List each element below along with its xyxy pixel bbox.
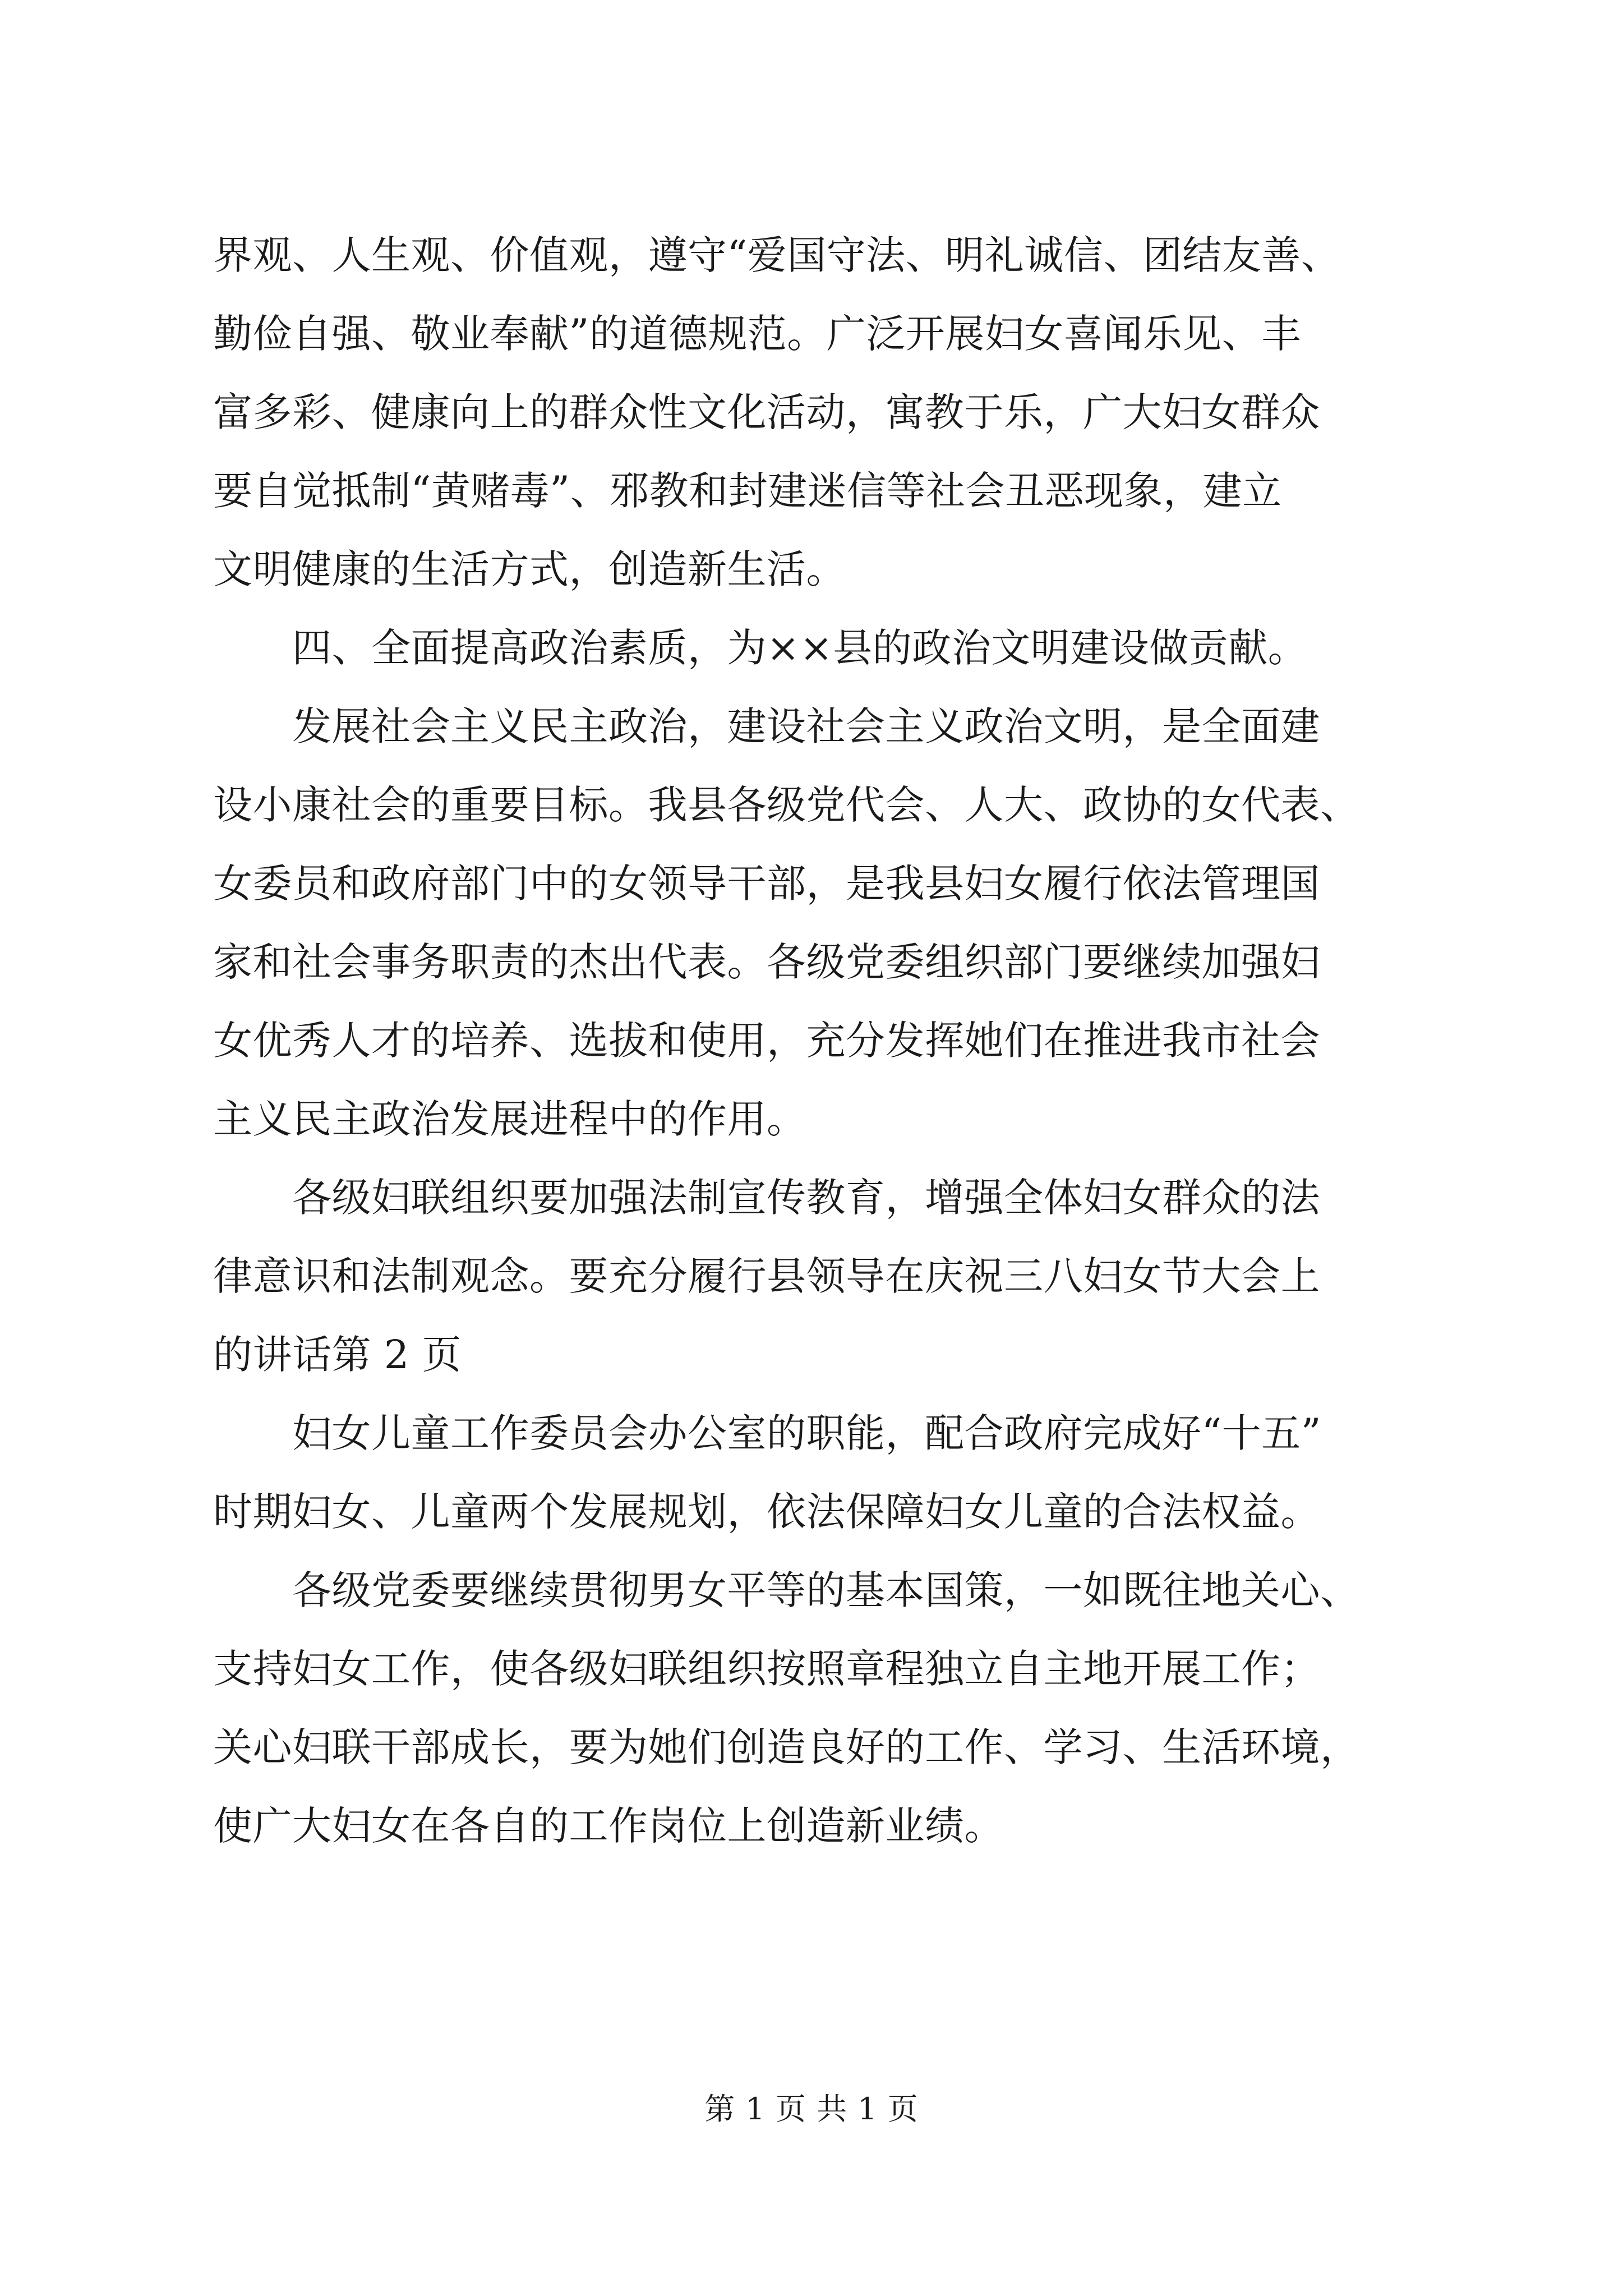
text-line: 各级党委要继续贯彻男女平等的基本国策，一如既往地关心、 — [213, 1567, 1360, 1613]
text-line: 要自觉抵制“黄赌毒”、邪教和封建迷信等社会丑恶现象，建立 — [213, 468, 1282, 514]
text-line: 女优秀人才的培养、选拔和使用，充分发挥她们在推进我市社会 — [213, 1018, 1320, 1064]
text-line: 妇女儿童工作委员会办公室的职能，配合政府完成好“十五” — [213, 1410, 1322, 1456]
body-text — [213, 216, 1424, 1865]
text-line: 主义民主政治发展进程中的作用。 — [213, 1096, 806, 1142]
text-line: 各级妇联组织要加强法制宣传教育，增强全体妇女群众的法 — [213, 1175, 1320, 1221]
text-line: 设小康社会的重要目标。我县各级党代会、人大、政协的女代表、 — [213, 782, 1360, 828]
text-line: 使广大妇女在各自的工作岗位上创造新业绩。 — [213, 1803, 1004, 1849]
text-line: 发展社会主义民主政治，建设社会主义政治文明，是全面建 — [213, 703, 1320, 749]
text-line: 界观、人生观、价值观，遵守“爱国守法、明礼诚信、团结友善、 — [213, 232, 1341, 278]
text-line: 的讲话第 2 页 — [213, 1332, 462, 1378]
text-line: 文明健康的生活方式，创造新生活。 — [213, 546, 846, 592]
text-line: 女委员和政府部门中的女领导干部，是我县妇女履行依法管理国 — [213, 861, 1320, 907]
page-footer — [0, 2087, 1623, 2132]
text-line: 关心妇联干部成长，要为她们创造良好的工作、学习、生活环境， — [213, 1724, 1360, 1770]
page-number-label: 第 1 页 共 1 页 — [704, 2091, 919, 2127]
text-line: 勤俭自强、敬业奉献”的道德规范。广泛开展妇女喜闻乐见、丰 — [213, 311, 1301, 357]
text-line: 富多彩、健康向上的群众性文化活动，寓教于乐，广大妇女群众 — [213, 389, 1320, 435]
text-line: 律意识和法制观念。要充分履行县领导在庆祝三八妇女节大会上 — [213, 1253, 1320, 1299]
text-line: 时期妇女、儿童两个发展规划，依法保障妇女儿童的合法权益。 — [213, 1489, 1320, 1535]
text-line: 家和社会事务职责的杰出代表。各级党委组织部门要继续加强妇 — [213, 939, 1320, 985]
section-heading: 四、全面提高政治素质，为××县的政治文明建设做贡献。 — [213, 625, 1308, 671]
text-line: 支持妇女工作，使各级妇联组织按照章程独立自主地开展工作； — [213, 1646, 1320, 1692]
